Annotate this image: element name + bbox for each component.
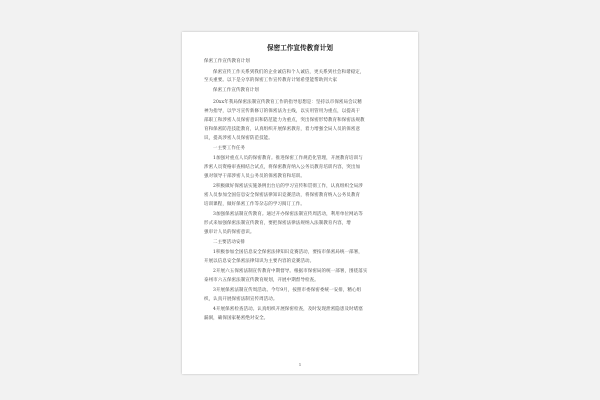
- paragraph-line: 漏洞，确保国家秘密绝对安全。: [204, 316, 269, 321]
- section-heading: 二主要活动安排: [213, 240, 246, 245]
- paragraph-line: 强审计人员的保密意识。: [204, 230, 255, 235]
- document-page: [182, 32, 418, 374]
- paragraph-line: 形式来加强保密法制宣传教育，要把保密法律法规纳入法制教育内容，增: [204, 221, 351, 226]
- paragraph-line: 保密工作宣传教育计划: [213, 88, 259, 93]
- paragraph-line: 2开展六五保密法制宣传教育中期督导。根据市保密局的统一部署，围绕落实: [213, 269, 368, 274]
- paragraph-line: 织，认真开展保密法制宣传周活动。: [204, 297, 278, 302]
- paragraph-line: 1加强对重点人员的保密教育。推进保密工作规范化管理，开展教育培训与: [213, 156, 363, 161]
- page-number: 1: [298, 362, 302, 367]
- paragraph-line: 保密工作宣传教育计划: [204, 59, 250, 64]
- paragraph-line: 育和保密防范技能教育，认真组织开展保密教育，着力增强全局人员的保密意: [204, 127, 361, 132]
- paragraph-line: 至关重要。以下是分享的保密工作宣传教育计划希望能帮助到大家: [204, 78, 338, 83]
- paragraph-line: 培训课程，做好保密工作等杂志的学习阅订工作。: [204, 202, 305, 207]
- paragraph-line: 强对领导干部涉密人员公务员的保密教育和培训。: [204, 174, 305, 179]
- paragraph-line: 20xx年我局保密法制宣传教育工作的指导思想是：坚持以市保密局会议精: [213, 100, 362, 105]
- paragraph-line: 保密宣传工作关系到我们的企业诚信和个人诚信，更关系到社会和谐稳定，: [213, 70, 365, 75]
- paragraph-line: 2积极做好保密法实施条例出台后的学习宣传和贯彻工作，认真组织全局涉: [213, 184, 363, 189]
- paragraph-line: 神为指导，以学习宣传新修订的保密法为主线，以实用管用为重点，以提高干: [204, 109, 361, 114]
- paragraph-line: 3开展保密法制宣传周活动。今年9月，按照市委保密委统一安排，精心组: [213, 288, 362, 293]
- paragraph-line: 泰州市六五保密法制宣传教育规划，开展中期督导检查。: [204, 278, 319, 283]
- paragraph-line: 开展以信息安全保密法律知识为主要内容的竞赛活动。: [204, 259, 315, 264]
- paragraph-line: 1积极参加全国信息安全保密法律知识竞赛活动，要按市保密局统一部署，: [213, 250, 363, 255]
- paragraph-line: 涉密人员资格审查相结合试点，将保密教育纳入公务员教育培训内容，突出加: [204, 165, 361, 170]
- paragraph-line: 识，提高涉密人员保密防范技能。: [204, 136, 273, 141]
- document-title: 保密工作宣传教育计划: [267, 44, 333, 52]
- section-heading: 一主要工作任务: [213, 146, 246, 151]
- paragraph-line: 4开展保密检查活动。认真组织开展保密检查，及时发现泄密隐患及时堵塞: [213, 307, 363, 312]
- paragraph-line: 部职工和涉密人员保密意识和防范能力为重点，突出保密形势教育和保密法规教: [204, 118, 365, 123]
- paragraph-line: 密人员参加全国信息安全保密法律知识竞赛活动，将保密教育纳入公务员教育: [204, 193, 361, 198]
- paragraph-line: 3加强保密法制宣传教育。通过开办保密法制宣传周活动，利用单位网站等: [213, 212, 363, 217]
